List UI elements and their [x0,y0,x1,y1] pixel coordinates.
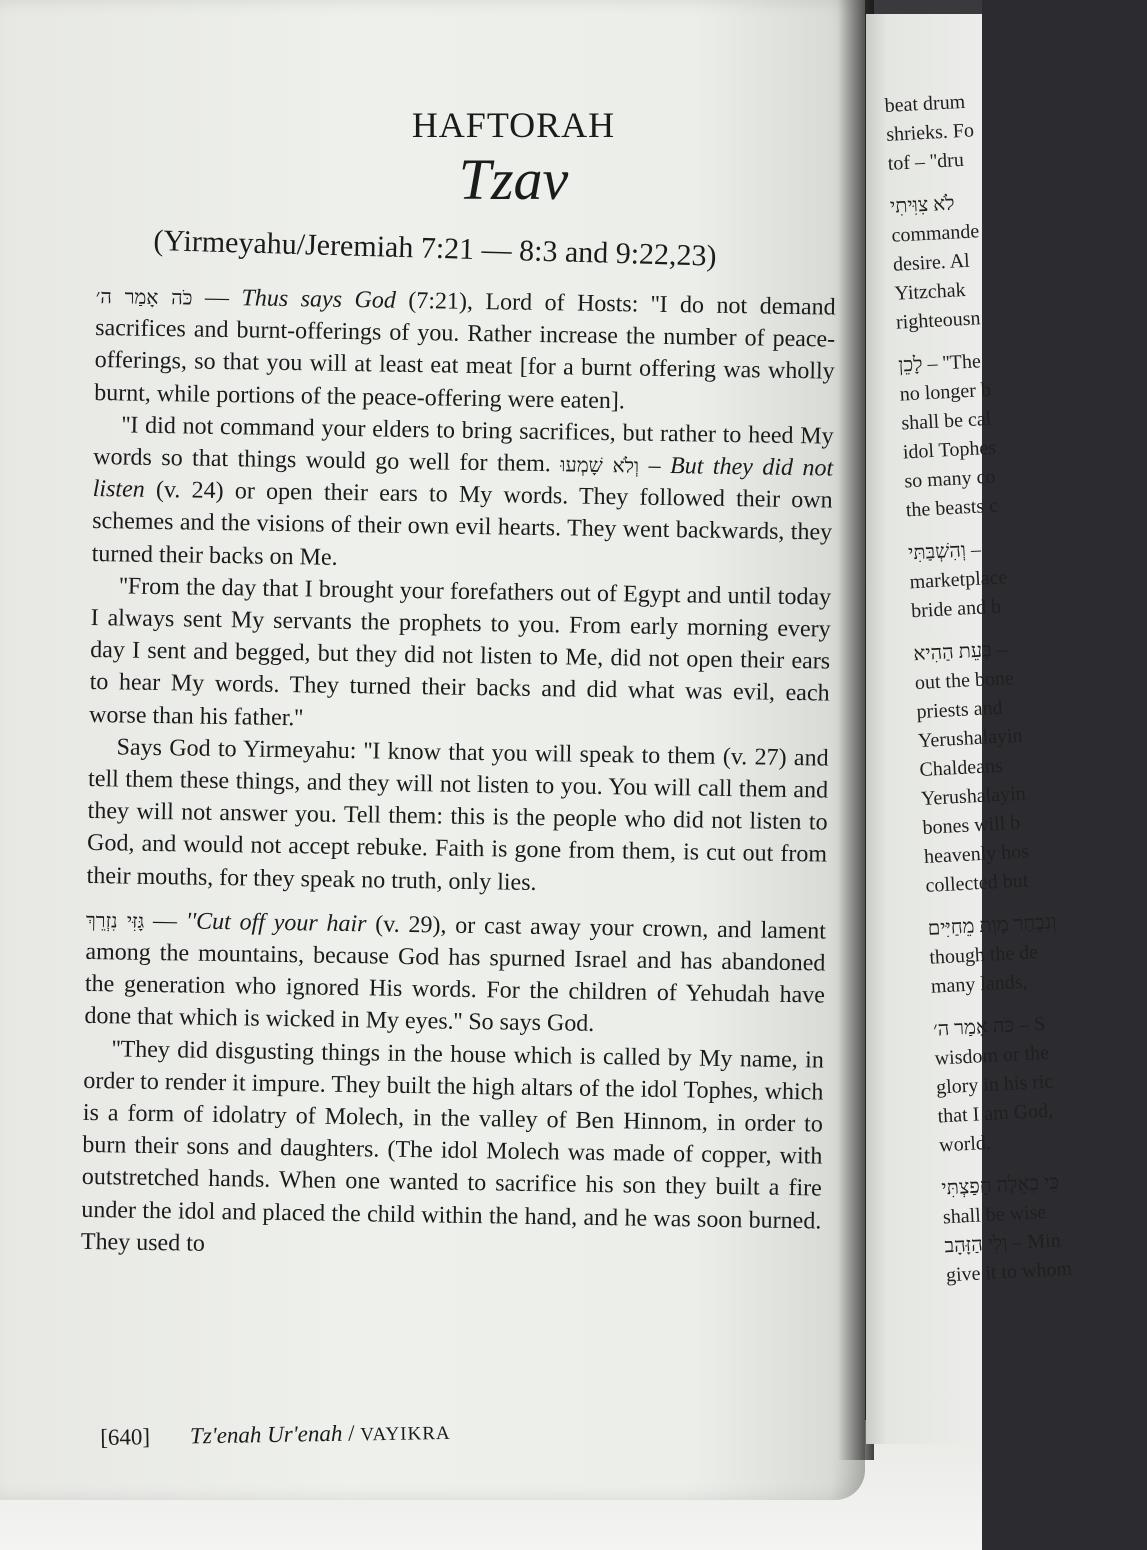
right-page-line: though the de [928,941,1039,969]
right-page-line: priests and [915,696,1004,724]
right-page-line: shall be wise [942,1201,1047,1229]
body-text [81,280,836,1270]
footer-separator: / [342,1420,361,1446]
right-page-line: shall be cal [900,407,992,435]
right-page-line: world. [938,1131,992,1157]
right-page-line: Yerushalayin [917,724,1024,753]
right-page-line: that I am God, [937,1099,1054,1128]
dash: — [144,907,187,935]
paragraph-3: ''From the day that I brought your forefathers out of Egypt and until today I always sent My servants the prophets to you. From early morning every day I sent and begged, but they did not listen to Me, did not open their ears to hear My words. They turned their backs and did what was evil, each worse than his father.'' [88,573,832,731]
right-page-paragraph [907,529,1111,626]
right-page-paragraph [898,341,1107,525]
right-page-line: Chaldeans [918,754,1004,782]
right-page-line: וְלִי הַזָּהָב – Min [943,1229,1062,1258]
right-page-paragraph [941,1164,1147,1290]
italic-phrase: ''Cut off your hair [185,908,367,938]
paragraph-6: ''They did disgusting things in the house which is called by My name, in order to render it impure. They built the high altars of the idol Tophes, which is a form of idolatry of Molech, in the valley of Ben Hinnom, in order to burn their sons and daughters. (The idol Molech was made of copper, with outstretched hands. When one wanted to sacrifice his son they built a fire under the idol and placed the child within the hand, and he was soon burned. They used to [80,1036,825,1257]
right-page-line: commande [890,220,980,247]
right-page-line: many lands, [930,970,1028,998]
right-page-line: heavenly hos [923,840,1030,868]
right-page-line: beat drum [884,90,966,117]
right-page-line: righteousn [895,307,981,334]
right-page-line: desire. Al [892,249,971,276]
right-page-line: Yerushalayin [920,782,1027,811]
right-page-line: וְהִשְׁבַּתִּי – [907,538,982,565]
paragraph-text: (7:21), Lord of Hosts: ''I do not demand sacrifices and burnt-offerings of you. Rather increase the number of peace-offerings, so that you will at least eat meat [for a burnt offering was wholly burnt, while portions of the peace-offering were eaten]. [94,287,836,414]
right-page-text [884,82,1147,1305]
right-page-line: כִּי בְאֵלֶּה חָפַצְתִּי [940,1171,1060,1200]
right-page-line: idol Tophes [902,436,997,464]
right-page-paragraph [927,904,1131,1001]
right-page-line: give it to whom [945,1257,1073,1287]
dash: – [638,452,671,480]
right-page [866,14,1073,1444]
hebrew-phrase: כֹּה אָמַר ה׳ [95,283,193,310]
hebrew-phrase: גָּזִּי נִזְרֵךְ [85,907,145,933]
section-kicker: HAFTORAH [411,105,616,145]
right-page-line: tof – ''dru [887,148,965,175]
paragraph-text: (v. 29), or cast away your crown, and lament among the mountains, because God has spurned Israel and has abandoned the generation who ignored His words. For the children of Yehudah have done that which is wicked in My eyes.'' So says God. [84,911,827,1038]
italic-phrase: But they did not listen [92,453,834,504]
dash: — [192,284,242,312]
right-page-line: wisdom or the [934,1041,1050,1070]
italic-phrase: Thus says God [241,285,397,314]
right-page-paragraph [913,630,1126,901]
right-page-line: בָּעֵת הַהִיא – [912,638,1008,666]
right-page-line: so many co [903,465,996,493]
right-page-paragraph [932,1005,1139,1160]
paragraph-text: ''I did not command your elders to bring sacrifices, but rather to heed My words so that things would go well for them. [93,412,834,478]
right-page-paragraph [884,82,1088,179]
paragraph-5 [84,904,826,1044]
paragraph-1 [94,280,836,420]
right-page-line: shrieks. Fo [885,119,975,146]
right-page-line: לָכֵן – ''The [897,350,982,377]
right-page-line: glory in his ric [935,1070,1054,1099]
page-title: Tzav [458,147,569,212]
right-page-line: כֹּה אָמַר ה׳ – S [932,1012,1046,1041]
paragraph-2 [91,409,833,582]
book-section: VAYIKRA [360,1422,451,1446]
paragraph-4: Says God to Yirmeyahu: ''I know that you will speak to them (v. 27) and tell them these things, and they will not listen to you. You will call them and they will not answer you. Tell them: this is the people who did not listen to God, and would not accept rebuke. Faith is gone from them, is cut out from their mouths, for they speak no truth, only lies. [86,734,829,896]
right-page-line: Yitzchak [893,279,967,305]
right-page-line: וְנִבְחַר מָוֶת מֵחַיִּים [927,911,1058,940]
right-page-line: out the bone [914,667,1015,695]
paragraph-text: (v. 24) or open their ears to My words. They followed their own schemes and the visions of their own evil hearts. They went backwards, they turned their backs on Me. [91,477,833,571]
page-footer [100,1415,700,1451]
page-content [80,104,836,1258]
right-page-paragraph [889,182,1096,337]
hebrew-phrase: וְלֹא שָׁמְעוּ [560,452,640,478]
scripture-reference: (Yirmeyahu/Jeremiah 7:21 — 8:3 and 9:22,23) [153,224,717,273]
right-page-line: bride and b [910,595,1002,623]
right-page-line: collected but [925,869,1029,897]
page-number: [640] [100,1424,151,1450]
right-page-line: no longer b [899,378,992,406]
right-page-line: bones will b [921,811,1021,839]
right-page-line: לֹא צִוִּיתִי [889,192,956,218]
right-page-line: marketplace [909,566,1008,594]
right-page-line: the beasts c [905,494,999,522]
book-title: Tz'enah Ur'enah [189,1420,343,1449]
